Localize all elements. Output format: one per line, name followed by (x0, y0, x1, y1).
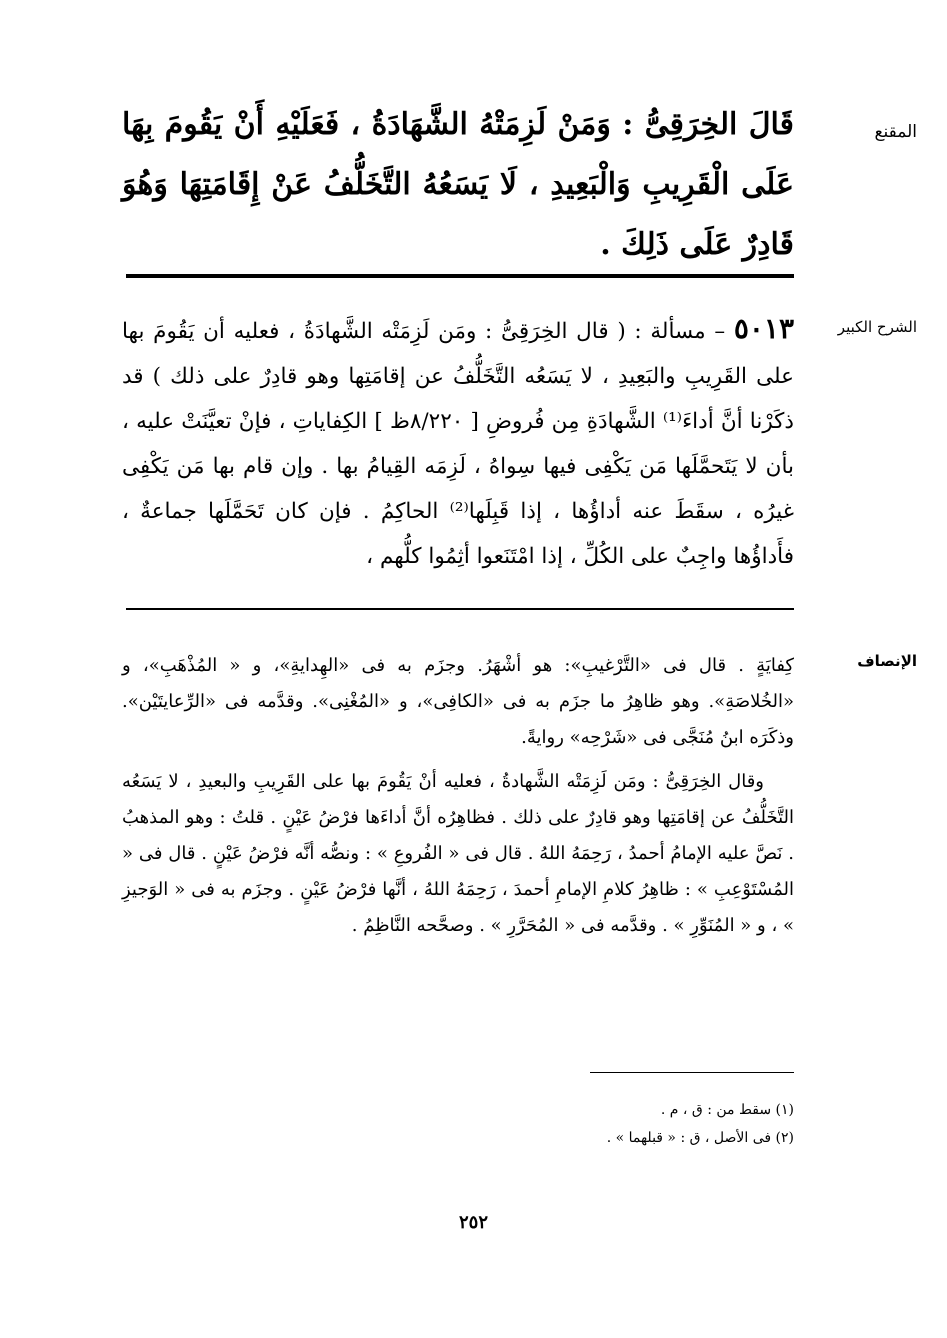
sharh-text (122, 306, 794, 579)
insaf-text (122, 648, 794, 952)
insaf-paragraph: وقال الخِرَقِىُّ : ومَن لَزِمَتْه الشَّهادةُ ، فعليه أنْ يَقُومَ بها على القَرِيبِ والبعيدِ ، لا يَسَعُه التَّخَلُّفُ عن إقامَتِها وهو قادِرٌ على ذلك . فظاهِرُه أنَّ أداءَها فرْضُ عَيْنٍ . قلتُ : وهو المذهبُ . نَصَّ عليه الإمامُ أحمدُ ، رَحِمَهُ اللهُ . قال فى « الفُروعِ » : ونصُّه أنَّه فرْضُ عَيْنٍ . قال فى « المُسْتَوْعِبِ » : ظاهِرُ كلامِ الإمامِ أحمدَ ، رَحِمَهُ اللهُ ، أنَّها فرْضُ عَيْنٍ . وجزَم به فى « الوَجيزِ » ، و « المُنَوِّرِ » . وقدَّمه فى « المُحَرَّرِ » . وصحَّحه النَّاظِمُ . (122, 771, 794, 936)
page-number: ٢٥٢ (458, 1212, 488, 1233)
footnote: (١) سقط من : ق ، م . (660, 1102, 794, 1118)
muqni-text: قَالَ الخِرَقِىُّ : وَمَنْ لَزِمَتْهُ الشَّهَادَةُ ، فَعَلَيْهِ أَنْ يَقُومَ بِهَا عَلَى الْقَرِيبِ وَالْبَعِيدِ ، لَا يَسَعُهُ التَّخَلُّفُ عَنْ إِقَامَتِهَا وَهُوَ قَادِرٌ عَلَى ذَلِكَ . (122, 107, 794, 262)
insaf-paragraph: كِفايَةٍ . قال فى «التَّرْغيبِ»: هو أشْهَرُ. وجزَم به فى «الهِدايةِ»، و « المُذْهَبِ»، و «الخُلاصَةِ». وهو ظاهِرُ ما جزَم به فى «الكافِى»، و «المُغْنِى». وقدَّمه فى «الرِّعايتَيْن». وذكَرَه ابنُ مُنَجَّى فى «شَرْحِه» روايةً. (122, 655, 794, 748)
section-divider (126, 274, 794, 278)
footnotes (340, 1096, 794, 1152)
footnote: (٢) فى الأصل ، ق : « قبلهما » . (606, 1130, 794, 1146)
section-divider (126, 608, 794, 610)
section-label-insaf: الإنصاف (857, 652, 917, 670)
footnote-separator (590, 1072, 794, 1073)
sharh-body: – مسألة : ( قال الخِرَقِىُّ : ومَن لَزِمَتْه الشَّهادَةُ ، فعليه أن يَقُومَ بها على القَرِيبِ والبَعِيدِ ، لا يَسَعُه التَّخَلُّفُ عن إقامَتِها وهو قادِرٌ على ذلك ) قد ذكَرْنا أنَّ أداءَ⁽¹⁾ الشَّهادَةِ مِن فُروضِ [ ٨/٢٢٠ظ ] الكِفاياتِ ، فإنْ تعيَّنَتْ عليه ، بأن لا يَتَحمَّلَها مَن يَكْفِى فيها سِواهُ ، لَزِمَه القِيامُ بها . وإن قام بها مَن يَكْفِى غيرُه ، سقَطَ عنه أداؤُها ، إذا قَبِلَها⁽²⁾ الحاكِمُ . فإن كان تَحَمَّلَها جماعةٌ ، فأَداؤُها واجِبٌ على الكُلِّ ، إذا امْتَنَعوا أثِمُوا كلُّهم ، (122, 319, 794, 569)
section-label-muqni: المقنع (874, 122, 917, 142)
section-label-sharh: الشرح الكبير (837, 318, 917, 336)
issue-number: ٥٠١٣ (733, 312, 794, 345)
